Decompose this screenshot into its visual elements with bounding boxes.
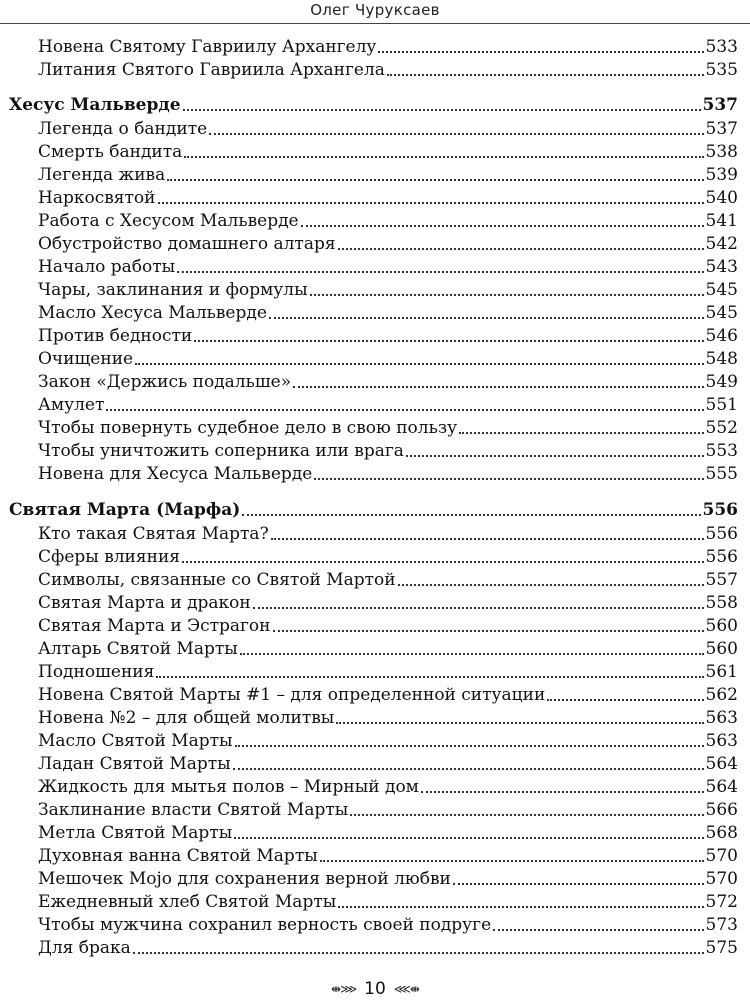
toc-entry-title: Метла Святой Марты: [38, 823, 233, 843]
toc-leader: [167, 179, 703, 181]
toc-entry-page: 570: [705, 869, 738, 889]
toc-entry-title: Заклинание власти Святой Марты: [38, 800, 349, 820]
toc-entry-title: Новена для Хесуса Мальверде: [38, 464, 313, 484]
toc-entry-title: Алтарь Святой Марты: [38, 639, 238, 659]
toc-entry-page: 566: [705, 800, 738, 820]
toc-entry[interactable]: [38, 163, 738, 186]
toc-entry[interactable]: [38, 255, 738, 278]
toc-entry-title: Чтобы мужчина сохранил верность своей подруге: [38, 915, 492, 935]
toc-leader: [314, 478, 703, 480]
toc-leader: [453, 883, 704, 885]
toc-entry[interactable]: [38, 775, 738, 798]
toc-entry-page: 543: [705, 257, 738, 277]
toc-entry[interactable]: [38, 140, 738, 163]
toc-leader: [194, 340, 703, 342]
toc-entry-page: 560: [705, 616, 738, 636]
toc-leader: [406, 455, 704, 457]
toc-entry-title: Легенда о бандите: [38, 119, 208, 139]
toc-entry-title: Святая Марта и Эстрагон: [38, 616, 271, 636]
toc-entry-page: 535: [705, 60, 738, 80]
toc-entry[interactable]: [38, 568, 738, 591]
toc-entry[interactable]: [38, 867, 738, 890]
toc-entry[interactable]: [38, 706, 738, 729]
toc-entry-page: 561: [705, 662, 738, 682]
toc-entry-title: Сферы влияния: [38, 547, 181, 567]
toc-entry-page: 546: [705, 326, 738, 346]
toc-leader: [547, 699, 703, 701]
toc-entry[interactable]: [38, 278, 738, 301]
toc-section-heading[interactable]: [9, 498, 738, 521]
toc-entry-page: 553: [705, 441, 738, 461]
toc-leader: [156, 676, 703, 678]
toc-leader: [184, 156, 703, 158]
toc-entry-title: Ежедневный хлеб Святой Марты: [38, 892, 337, 912]
toc-entry[interactable]: [38, 416, 738, 439]
toc-entry-page: 539: [705, 165, 738, 185]
toc-entry-page: 549: [705, 372, 738, 392]
toc-entry-title: Новена Святой Марты #1 – для определенной ситуации: [38, 685, 546, 705]
toc-leader: [209, 133, 703, 135]
toc-entry[interactable]: [38, 232, 738, 255]
toc-entry-page: 560: [705, 639, 738, 659]
page-footer: [0, 978, 750, 1000]
toc-leader: [398, 584, 704, 586]
toc-entry-title: Амулет: [38, 395, 105, 415]
toc-leader: [183, 109, 701, 111]
toc-entry-title: Символы, связанные со Святой Мартой: [38, 570, 396, 590]
toc-entry[interactable]: [38, 637, 738, 660]
toc-entry[interactable]: [38, 462, 738, 485]
toc-entry-page: 564: [705, 777, 738, 797]
toc-leader: [234, 837, 703, 839]
toc-entry[interactable]: [38, 347, 738, 370]
toc-entry[interactable]: [38, 821, 738, 844]
toc-section-heading[interactable]: [9, 93, 738, 116]
toc-entry-page: 541: [705, 211, 738, 231]
toc-leader: [421, 791, 704, 793]
toc-entry-page: 573: [705, 915, 738, 935]
toc-entry[interactable]: [38, 913, 738, 936]
toc-entry-title: Очищение: [38, 349, 134, 369]
toc-entry[interactable]: [38, 545, 738, 568]
toc-entry[interactable]: [38, 35, 738, 58]
toc-entry[interactable]: [38, 522, 738, 545]
toc-entry-title: Масло Хесуса Мальверде: [38, 303, 267, 323]
page-number: 10: [364, 979, 386, 999]
toc-entry[interactable]: [38, 370, 738, 393]
toc-entry-page: 548: [705, 349, 738, 369]
toc-entry-page: 533: [705, 37, 738, 57]
toc-entry-title: Работа с Хесусом Мальверде: [38, 211, 299, 231]
toc-leader: [493, 929, 703, 931]
toc-entry-page: 542: [705, 234, 738, 254]
toc-entry-title: Духовная ванна Святой Марты: [38, 846, 318, 866]
toc-entry[interactable]: [38, 439, 738, 462]
toc-entry-title: Для брака: [38, 938, 131, 958]
toc-entry-page: 538: [705, 142, 738, 162]
toc-section-page: 556: [702, 500, 738, 520]
toc-entry[interactable]: [38, 798, 738, 821]
toc-entry-title: Подношения: [38, 662, 155, 682]
toc-entry-page: 575: [705, 938, 738, 958]
toc-entry-title: Легенда жива: [38, 165, 166, 185]
toc-leader: [253, 607, 704, 609]
toc-leader: [235, 745, 704, 747]
toc-leader: [271, 538, 704, 540]
toc-entry[interactable]: [38, 58, 738, 81]
toc-entry-page: 551: [705, 395, 738, 415]
toc-leader: [378, 51, 703, 53]
toc-entry[interactable]: [38, 324, 738, 347]
toc-entry-page: 557: [705, 570, 738, 590]
toc-entry-page: 540: [705, 188, 738, 208]
toc-entry[interactable]: [38, 591, 738, 614]
toc-leader: [177, 271, 703, 273]
footer-ornament-left: ⇼⋙: [331, 982, 357, 996]
toc-leader: [350, 814, 703, 816]
toc-entry-title: Смерть бандита: [38, 142, 183, 162]
toc-leader: [320, 860, 704, 862]
toc-leader: [158, 202, 704, 204]
toc-entry-page: 555: [705, 464, 738, 484]
toc-entry-title: Закон «Держись подальше»: [38, 372, 292, 392]
toc-entry-title: Ладан Святой Марты: [38, 754, 231, 774]
toc-leader: [338, 248, 704, 250]
toc-entry-title: Мешочек Mojo для сохранения верной любви: [38, 869, 451, 889]
toc-leader: [273, 630, 704, 632]
toc-leader: [233, 768, 704, 770]
toc-entry-title: Против бедности: [38, 326, 193, 346]
toc-entry-title: Обустройство домашнего алтаря: [38, 234, 336, 254]
toc-entry[interactable]: [38, 614, 738, 637]
toc-entry-page: 537: [705, 119, 738, 139]
toc-entry-title: Чтобы уничтожить соперника или врага: [38, 441, 404, 461]
toc-entry-page: 545: [705, 303, 738, 323]
toc-entry-page: 563: [705, 708, 738, 728]
toc-entry-title: Чары, заклинания и формулы: [38, 280, 308, 300]
toc-leader: [387, 74, 704, 76]
toc-leader: [133, 952, 704, 954]
toc-entry-title: Масло Святой Марты: [38, 731, 233, 751]
toc-leader: [182, 561, 704, 563]
toc-leader: [459, 432, 703, 434]
toc-entry[interactable]: [38, 752, 738, 775]
toc-entry[interactable]: [38, 936, 738, 959]
toc-entry[interactable]: [38, 660, 738, 683]
toc-entry[interactable]: [38, 683, 738, 706]
toc-leader: [336, 722, 703, 724]
toc-entry-page: 562: [705, 685, 738, 705]
toc-leader: [301, 225, 704, 227]
toc-entry-page: 568: [705, 823, 738, 843]
toc-entry-title: Кто такая Святая Марта?: [38, 524, 269, 544]
toc-entry-page: 563: [705, 731, 738, 751]
toc-entry[interactable]: [38, 890, 738, 913]
toc-entry-title: Святая Марта и дракон: [38, 593, 251, 613]
toc-leader: [242, 514, 700, 516]
toc-leader: [240, 653, 704, 655]
toc-leader: [338, 906, 703, 908]
toc-entry-page: 572: [705, 892, 738, 912]
toc-entry-title: Литания Святого Гавриила Архангела: [38, 60, 385, 80]
toc-entry[interactable]: [38, 393, 738, 416]
toc-entry[interactable]: [38, 844, 738, 867]
toc-leader: [135, 363, 703, 365]
toc-entry-title: Наркосвятой: [38, 188, 156, 208]
toc-entry[interactable]: [38, 729, 738, 752]
toc-entry[interactable]: [38, 301, 738, 324]
toc-section-page: 537: [702, 95, 738, 115]
toc-leader: [293, 386, 703, 388]
toc-entry-page: 556: [705, 547, 738, 567]
footer-ornament-right: ⋘⇼: [393, 982, 419, 996]
toc-entry-page: 570: [705, 846, 738, 866]
toc-entry-title: Начало работы: [38, 257, 176, 277]
toc-leader: [310, 294, 704, 296]
toc-entry-page: 552: [705, 418, 738, 438]
toc-entry-title: Жидкость для мытья полов – Мирный дом: [38, 777, 419, 797]
toc-entry[interactable]: [38, 209, 738, 232]
header-rule: [0, 23, 750, 24]
toc-section-title: Хесус Мальверде: [9, 95, 181, 115]
toc-entry-page: 558: [705, 593, 738, 613]
toc-entry-title: Чтобы повернуть судебное дело в свою пользу: [38, 418, 458, 438]
toc-entry[interactable]: [38, 186, 738, 209]
toc-entry-title: Новена №2 – для общей молитвы: [38, 708, 335, 728]
toc-entry-page: 545: [705, 280, 738, 300]
toc-entry-page: 556: [705, 524, 738, 544]
toc-leader: [106, 409, 703, 411]
toc-leader: [269, 317, 704, 319]
running-header: Олег Чуруксаев: [310, 1, 440, 19]
toc-entry-page: 564: [705, 754, 738, 774]
toc-section-title: Святая Марта (Марфа): [9, 500, 241, 520]
toc-entry[interactable]: [38, 117, 738, 140]
toc-entry-title: Новена Святому Гавриилу Архангелу: [38, 37, 377, 57]
